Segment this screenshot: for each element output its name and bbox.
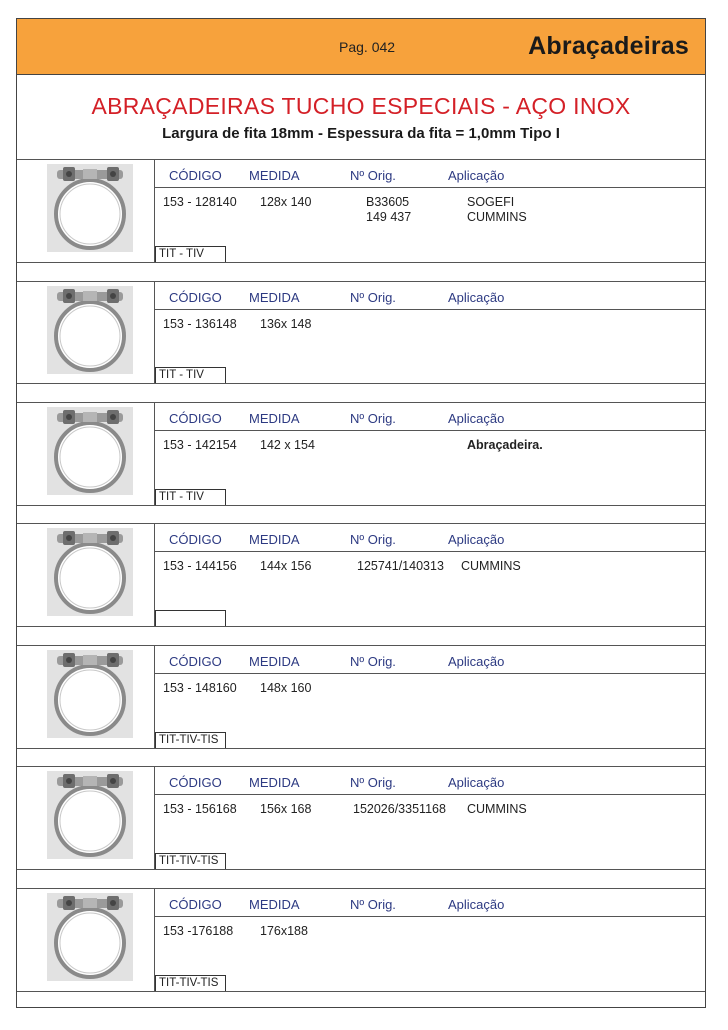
type-tag: TIT - TIV	[155, 489, 226, 505]
divider	[154, 430, 705, 431]
type-tag: TIT-TIV-TIS	[155, 853, 226, 869]
catalog-page	[16, 18, 706, 1008]
column-header-medida: MEDIDA	[249, 775, 300, 790]
application: SOGEFI CUMMINS	[467, 195, 527, 224]
product-card	[17, 767, 705, 869]
column-header-orig: Nº Orig.	[350, 411, 396, 426]
original-number: 152026/3351168	[353, 802, 446, 816]
divider	[17, 262, 705, 263]
clamp-photo	[47, 528, 133, 616]
divider	[154, 673, 705, 674]
column-header-codigo: CÓDIGO	[169, 532, 222, 547]
column-header-medida: MEDIDA	[249, 532, 300, 547]
column-header-orig: Nº Orig.	[350, 168, 396, 183]
catalog-title: ABRAÇADEIRAS TUCHO ESPECIAIS - AÇO INOX	[91, 93, 631, 119]
column-header-codigo: CÓDIGO	[169, 654, 222, 669]
product-code: 153 - 136148	[163, 317, 237, 331]
product-size: 136x 148	[260, 317, 312, 331]
column-header-codigo: CÓDIGO	[169, 897, 222, 912]
divider	[154, 551, 705, 552]
product-card	[17, 646, 705, 748]
column-header-aplicacao: Aplicação	[448, 897, 505, 912]
clamp-photo	[47, 771, 133, 859]
product-code: 153 - 148160	[163, 681, 237, 695]
type-tag: TIT - TIV	[155, 367, 226, 383]
divider	[154, 187, 705, 188]
clamp-photo	[47, 650, 133, 738]
product-code: 153 - 142154	[163, 438, 237, 452]
column-header-aplicacao: Aplicação	[448, 168, 505, 183]
divider	[17, 748, 705, 749]
clamp-icon	[47, 771, 133, 859]
column-header-aplicacao: Aplicação	[448, 411, 505, 426]
page-number: Pag. 042	[339, 39, 396, 55]
product-card	[17, 889, 705, 991]
clamp-photo	[47, 407, 133, 495]
column-header-codigo: CÓDIGO	[169, 290, 222, 305]
column-header-aplicacao: Aplicação	[448, 654, 505, 669]
catalog-subtitle: Largura de fita 18mm - Espessura da fita = 1,0mm Tipo I	[162, 125, 560, 142]
column-header-aplicacao: Aplicação	[448, 775, 505, 790]
application: CUMMINS	[467, 802, 527, 816]
clamp-icon	[47, 893, 133, 981]
product-code: 153 - 156168	[163, 802, 237, 816]
page-header	[17, 19, 705, 75]
column-header-medida: MEDIDA	[249, 168, 300, 183]
clamp-icon	[47, 407, 133, 495]
product-card	[17, 524, 705, 626]
application: Abraçadeira.	[467, 438, 543, 452]
product-card	[17, 160, 705, 262]
original-number: B33605 149 437	[366, 195, 412, 224]
clamp-photo	[47, 893, 133, 981]
column-header-orig: Nº Orig.	[350, 897, 396, 912]
type-tag	[155, 610, 226, 626]
column-header-orig: Nº Orig.	[350, 290, 396, 305]
divider	[154, 794, 705, 795]
product-code: 153 - 144156	[163, 559, 237, 573]
product-size: 142 x 154	[260, 438, 315, 452]
clamp-icon	[47, 164, 133, 252]
clamp-icon	[47, 286, 133, 374]
type-tag: TIT-TIV-TIS	[155, 732, 226, 748]
column-header-aplicacao: Aplicação	[448, 290, 505, 305]
divider	[17, 869, 705, 870]
column-header-medida: MEDIDA	[249, 290, 300, 305]
product-size: 156x 168	[260, 802, 312, 816]
column-header-codigo: CÓDIGO	[169, 775, 222, 790]
product-code: 153 - 128140	[163, 195, 237, 209]
clamp-icon	[47, 528, 133, 616]
clamp-photo	[47, 286, 133, 374]
divider	[17, 505, 705, 506]
clamp-icon	[47, 650, 133, 738]
product-size: 128x 140	[260, 195, 312, 209]
product-size: 148x 160	[260, 681, 312, 695]
column-header-orig: Nº Orig.	[350, 532, 396, 547]
column-header-medida: MEDIDA	[249, 897, 300, 912]
column-header-codigo: CÓDIGO	[169, 168, 222, 183]
original-number: 125741/140313	[357, 559, 444, 573]
divider	[154, 309, 705, 310]
section-title: Abraçadeiras	[528, 32, 689, 60]
product-size: 176x188	[260, 924, 308, 938]
product-size: 144x 156	[260, 559, 312, 573]
column-header-aplicacao: Aplicação	[448, 532, 505, 547]
divider	[154, 916, 705, 917]
column-header-orig: Nº Orig.	[350, 654, 396, 669]
type-tag: TIT-TIV-TIS	[155, 975, 226, 991]
product-card	[17, 403, 705, 505]
divider	[17, 991, 705, 992]
column-header-medida: MEDIDA	[249, 654, 300, 669]
column-header-codigo: CÓDIGO	[169, 411, 222, 426]
type-tag: TIT - TIV	[155, 246, 226, 262]
product-code: 153 -176188	[163, 924, 234, 938]
column-header-orig: Nº Orig.	[350, 775, 396, 790]
clamp-photo	[47, 164, 133, 252]
divider	[17, 383, 705, 384]
application: CUMMINS	[461, 559, 521, 573]
column-header-medida: MEDIDA	[249, 411, 300, 426]
product-card	[17, 282, 705, 383]
divider	[17, 626, 705, 627]
